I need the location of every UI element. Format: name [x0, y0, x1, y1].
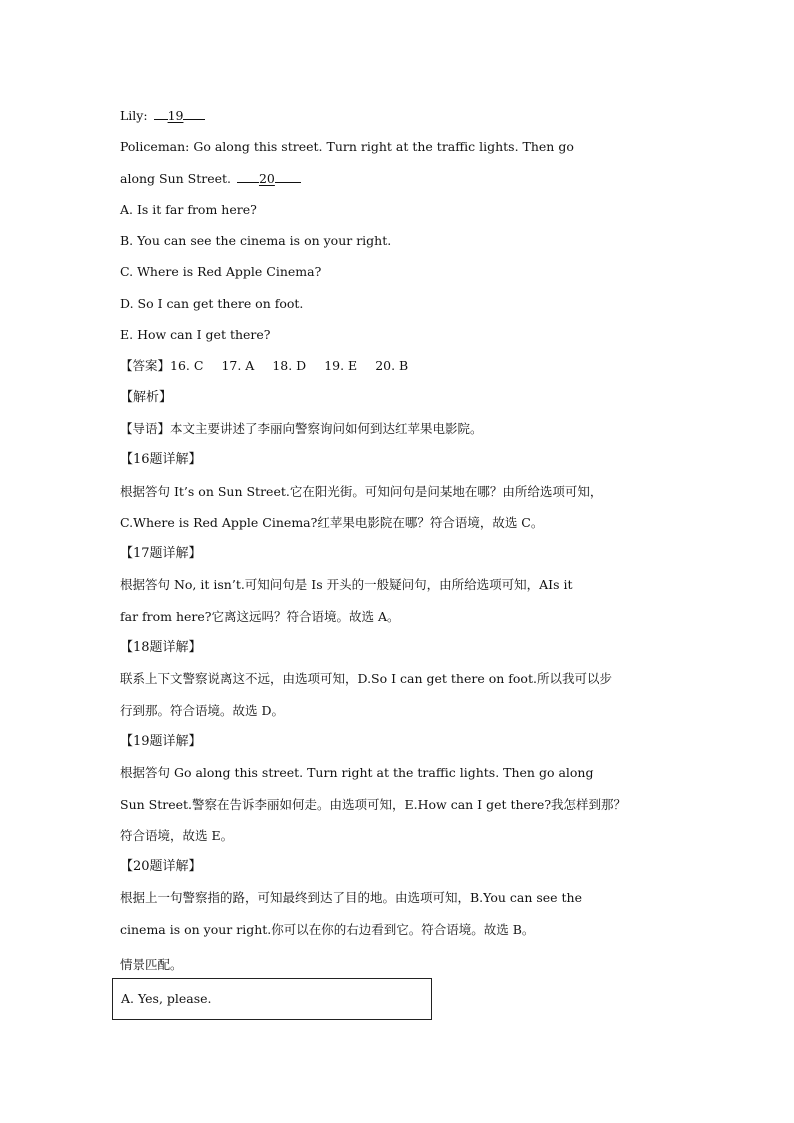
guide-text: 【导语】本文主要讲述了李丽向警察询问如何到达红苹果电影院。 [120, 420, 483, 436]
lily-line [120, 100, 680, 131]
section-title: 情景匹配。 [120, 957, 183, 973]
option-box [112, 978, 432, 1020]
q18-line-2: 行到那。符合语境。故选 D。 [120, 702, 284, 718]
document-page [120, 100, 680, 980]
option-a: A. Is it far from here? [120, 201, 257, 217]
answer-20: 20. B [375, 358, 409, 374]
q20-heading: 【20题详解】 [120, 859, 202, 875]
q19-line-2: Sun Street.警察在告诉李丽如何走。由选项可知，E.How can I get there?我怎样到那？ [120, 796, 627, 812]
q17-line-2: far from here?它离这远吗？符合语境。故选 A。 [120, 608, 400, 624]
policeman-line-2: along Sun Street. 20 [120, 163, 680, 194]
q20-line-2: cinema is on your right.你可以在你的右边看到它。符合语境。故选 B。 [120, 921, 535, 937]
option-e: E. How can I get there? [120, 327, 271, 343]
option-d: D. So I can get there on foot. [120, 295, 304, 311]
q19-line-1: 根据答句 Go along this street. Turn right at the traffic lights. Then go along [120, 765, 594, 781]
q18-heading: 【18题详解】 [120, 640, 202, 656]
answer-19: 19. E [324, 358, 358, 374]
answer-16: 16. C [170, 358, 204, 374]
answer-18: 18. D [272, 358, 307, 374]
analysis-heading: 【解析】 [120, 389, 173, 405]
blank-19: 19 [152, 100, 208, 131]
answer-line [120, 350, 680, 381]
option-b: B. You can see the cinema is on your right. [120, 233, 392, 249]
answer-17: 17. A [221, 358, 255, 374]
speaker-lily: Lily: [120, 108, 148, 123]
q17-line-1: 根据答句 No, it isn’t.可知问句是 Is 开头的一般疑问句，由所给选项可知，AIs it [120, 577, 573, 593]
q16-line-1: 根据答句 It’s on Sun Street.它在阳光街。可知问句是问某地在哪？由所给选项可知， [120, 483, 603, 499]
q19-heading: 【19题详解】 [120, 733, 202, 749]
q16-line-2: C.Where is Red Apple Cinema?红苹果电影院在哪？符合语境，故选 C。 [120, 514, 544, 530]
policeman-line-1: Policeman: Go along this street. Turn right at the traffic lights. Then go [120, 139, 574, 155]
option-c: C. Where is Red Apple Cinema? [120, 264, 322, 280]
answer-label: 【答案】 [120, 358, 171, 374]
q20-line-1: 根据上一句警察指的路，可知最终到达了目的地。由选项可知，B.You can see the [120, 890, 583, 906]
blank-20: 20 [235, 163, 303, 194]
q18-line-1: 联系上下文警察说离这不远，由选项可知，D.So I can get there on foot.所以我可以步 [120, 671, 612, 687]
q17-heading: 【17题详解】 [120, 546, 202, 562]
q16-heading: 【16题详解】 [120, 452, 202, 468]
q19-line-3: 符合语境，故选 E。 [120, 827, 234, 843]
option-box-text: A. Yes, please. [121, 991, 212, 1006]
